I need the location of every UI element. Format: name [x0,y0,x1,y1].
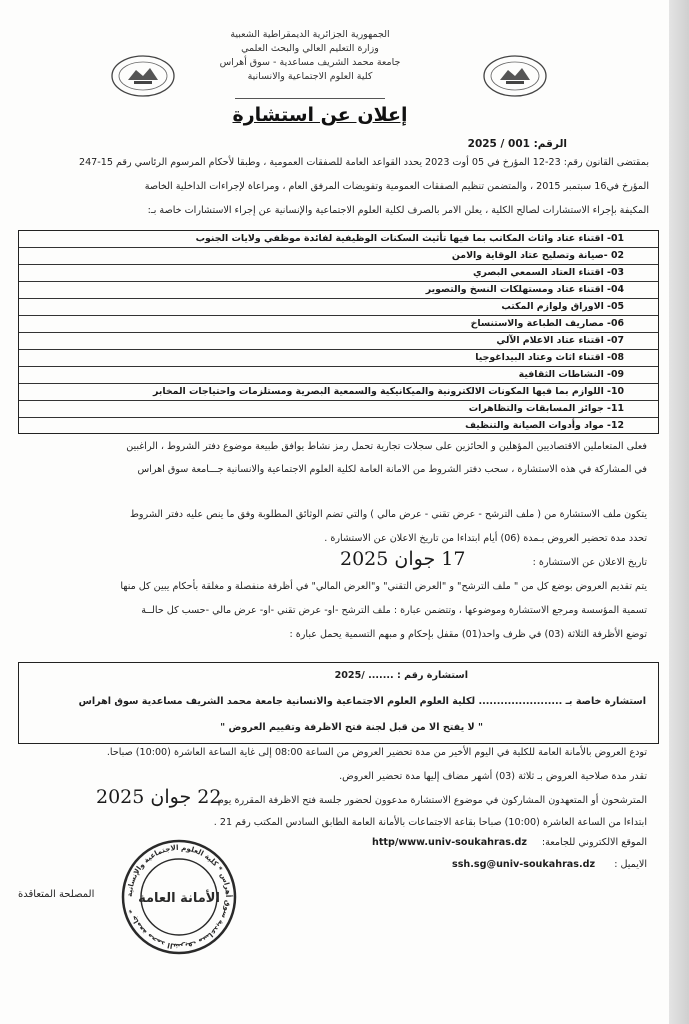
lot-row: 07- اقتناء عتاد الاعلام الآلي [19,333,658,350]
document-title: إعلان عن استشارة [232,104,408,126]
invitation-line: فعلى المتعاملين الاقتصاديين المؤهلين و الحائزين على سجلات تجارية تحمل رمز نشاط يوافق طبيعة موضوع دفتر الشروط ، الراغبين [126,441,647,452]
preamble-line: المكيفة بإجراء الاستشارات لصالح الكلية ، يعلن الامر بالصرف لكلية العلوم الاجتماعية والإنسانية عن إجراء الاستشارات خاصة بـ: [147,205,649,216]
website-link[interactable]: http/www.univ-soukahras.dz [372,837,528,848]
submission-line: تسمية المؤسسة ومرجع الاستشارة وموضوعها ، وتتضمن عبارة : ملف الترشح -او- عرض تقني -او- عرض مالي -حسب كل حالــة [141,605,647,616]
faculty-name: كلية العلوم الاجتماعية والانسانية [247,71,373,82]
invitation-line: في المشاركة في هذه الاستشارة ، سحب دفتر الشروط من الامانة العامة لكلية العلوم الاجتماعية والانسانية جـــامعة سوق اهراس [137,464,647,475]
lot-row: 08- اقتناء اثاث وعتاد البيداغوجيا [19,350,658,367]
preamble-line: بمقتضى القانون رقم: 23-12 المؤرخ في 05 أوت 2023 يحدد القواعد العامة للصفقات العمومية ، وطبقا لأحكام المرسوم الرئاسي رقم 15-247 [78,157,649,168]
website-label: الموقع الالكتروني للجامعة: [541,837,647,848]
lot-row: 04- اقتناء عتاد ومستهلكات النسخ والتصوير [19,282,658,299]
submission-line: يتم تقديم العروض بوضع كل من " ملف الترشح" و "العرض التقني" و"العرض المالي" في أظرفة منفصلة و مغلقة بأحكام يبين كل منها [120,581,647,592]
email-link[interactable]: ssh.sg@univ-soukahras.dz [452,859,596,870]
lot-row: 09- النشاطات الثقافية [19,367,658,384]
document-header [150,28,470,84]
stamp-center-text: الأمانة العامة [138,891,220,906]
lot-row: 01- اقتناء عتاد واثاث المكاتب بما فيها تأثيث السكنات الوظيفية لفائدة موظفي ولايات الجنوب [19,231,658,248]
scan-edge [669,0,689,1024]
box-consultation-subject: استشارة خاصة بـ ....................... لكلية العلوم العلوم الاجتماعية والانسانية جامعة محمد الشريف مساعدية سوق اهراس [78,696,646,707]
university-logo-right [482,54,548,98]
conditions-line: تحدد مدة تحضير العروض بـمدة (06) أيام ابتداءا من تاريخ الاعلان عن الاستشارة . [324,533,647,544]
deposit-line: ابتداءا من الساعة العاشرة (10:00) صباحا بقاعة الاجتماعات بالأمانة العامة الطابق السادس المكتب رقم 21 . [213,817,647,828]
opening-date-handwritten: 22 جوان 2025 [96,786,222,808]
lot-row: 02 -صيانة وتصليح عتاد الوقاية والامن [19,248,658,265]
box-consultation-number: استشارة رقم : ....... /2025 [334,670,468,681]
submission-line: توضع الأظرفة الثلاثة (03) في ظرف واحد(01) مقفل بإحكام و مبهم التسمية يحمل عبارة : [289,629,647,640]
deposit-line: المترشحون أو المتعهدون المشاركون في موضوع الاستشارة مدعوون لحضور جلسة فتح الاظرفة المقررة يوم [217,795,647,806]
announce-date-label: تاريخ الاعلان عن الاستشارة : [532,557,647,568]
email-label: الايميل : [614,859,647,870]
box-notice: " لا يفتح الا من قبل لجنة فتح الاظرفة وتقييم العروض " [220,722,483,733]
official-stamp [120,838,238,956]
lots-table [18,230,659,434]
lot-row: 03- اقتناء العتاد السمعي البصري [19,265,658,282]
lot-row: 12- مواد وأدوات الصيانة والتنظيف [465,420,624,431]
announce-date-handwritten: 17 جوان 2025 [340,548,466,570]
university-name: جامعة محمد الشريف مساعدية - سوق أهراس [219,57,401,68]
deposit-line: تودع العروض بالأمانة العامة للكلية في اليوم الأخير من مدة تحضير العروض من الساعة 08:00 إلى غاية الساعة العاشرة (10:00) صباحا. [106,747,647,758]
lot-row: 11- جوائز المسابقات والتظاهرات [19,401,658,418]
deposit-line: تقدر مدة صلاحية العروض بـ ثلاثة (03) أشهر مضاف إليها مدة تحضير العروض. [339,771,647,782]
lot-row: 10- اللوازم بما فيها المكونات الالكترونية والميكانيكية والسمعية البصرية ومستلزمات واحتياجات المخابر [19,384,658,401]
republic-name: الجمهورية الجزائرية الديمقراطية الشعبية [230,29,390,40]
envelope-label-box [18,662,659,744]
preamble-line: المؤرخ في16 سبتمبر 2015 ، والمتضمن تنظيم الصفقات العمومية وتفويضات المرفق العام ، ومراعاة لإجراءات الداخلية الخاصة [144,181,649,192]
lot-row: 06- مصاريف الطباعة والاستنساخ [19,316,658,333]
conditions-line: يتكون ملف الاستشارة من ( ملف الترشح - عرض تقني - عرض مالي ) والتي تضم الوثائق المطلوبة وفق ما ينص عليه دفتر الشروط [130,509,647,520]
reference-number: الرقم: 001 / 2025 [467,138,567,150]
header-divider [235,98,385,99]
lot-row: 05- الاوراق ولوازم المكتب [19,299,658,316]
stamp-ring-text: جامعة محمد الشريف مساعدية سوق أهراس * كلية العلوم الاجتماعية والإنسانية * [124,842,234,952]
ministry-name: وزارة التعليم العالي والبحث العلمي [241,43,379,54]
signature-role: المصلحة المتعاقدة [18,889,95,900]
